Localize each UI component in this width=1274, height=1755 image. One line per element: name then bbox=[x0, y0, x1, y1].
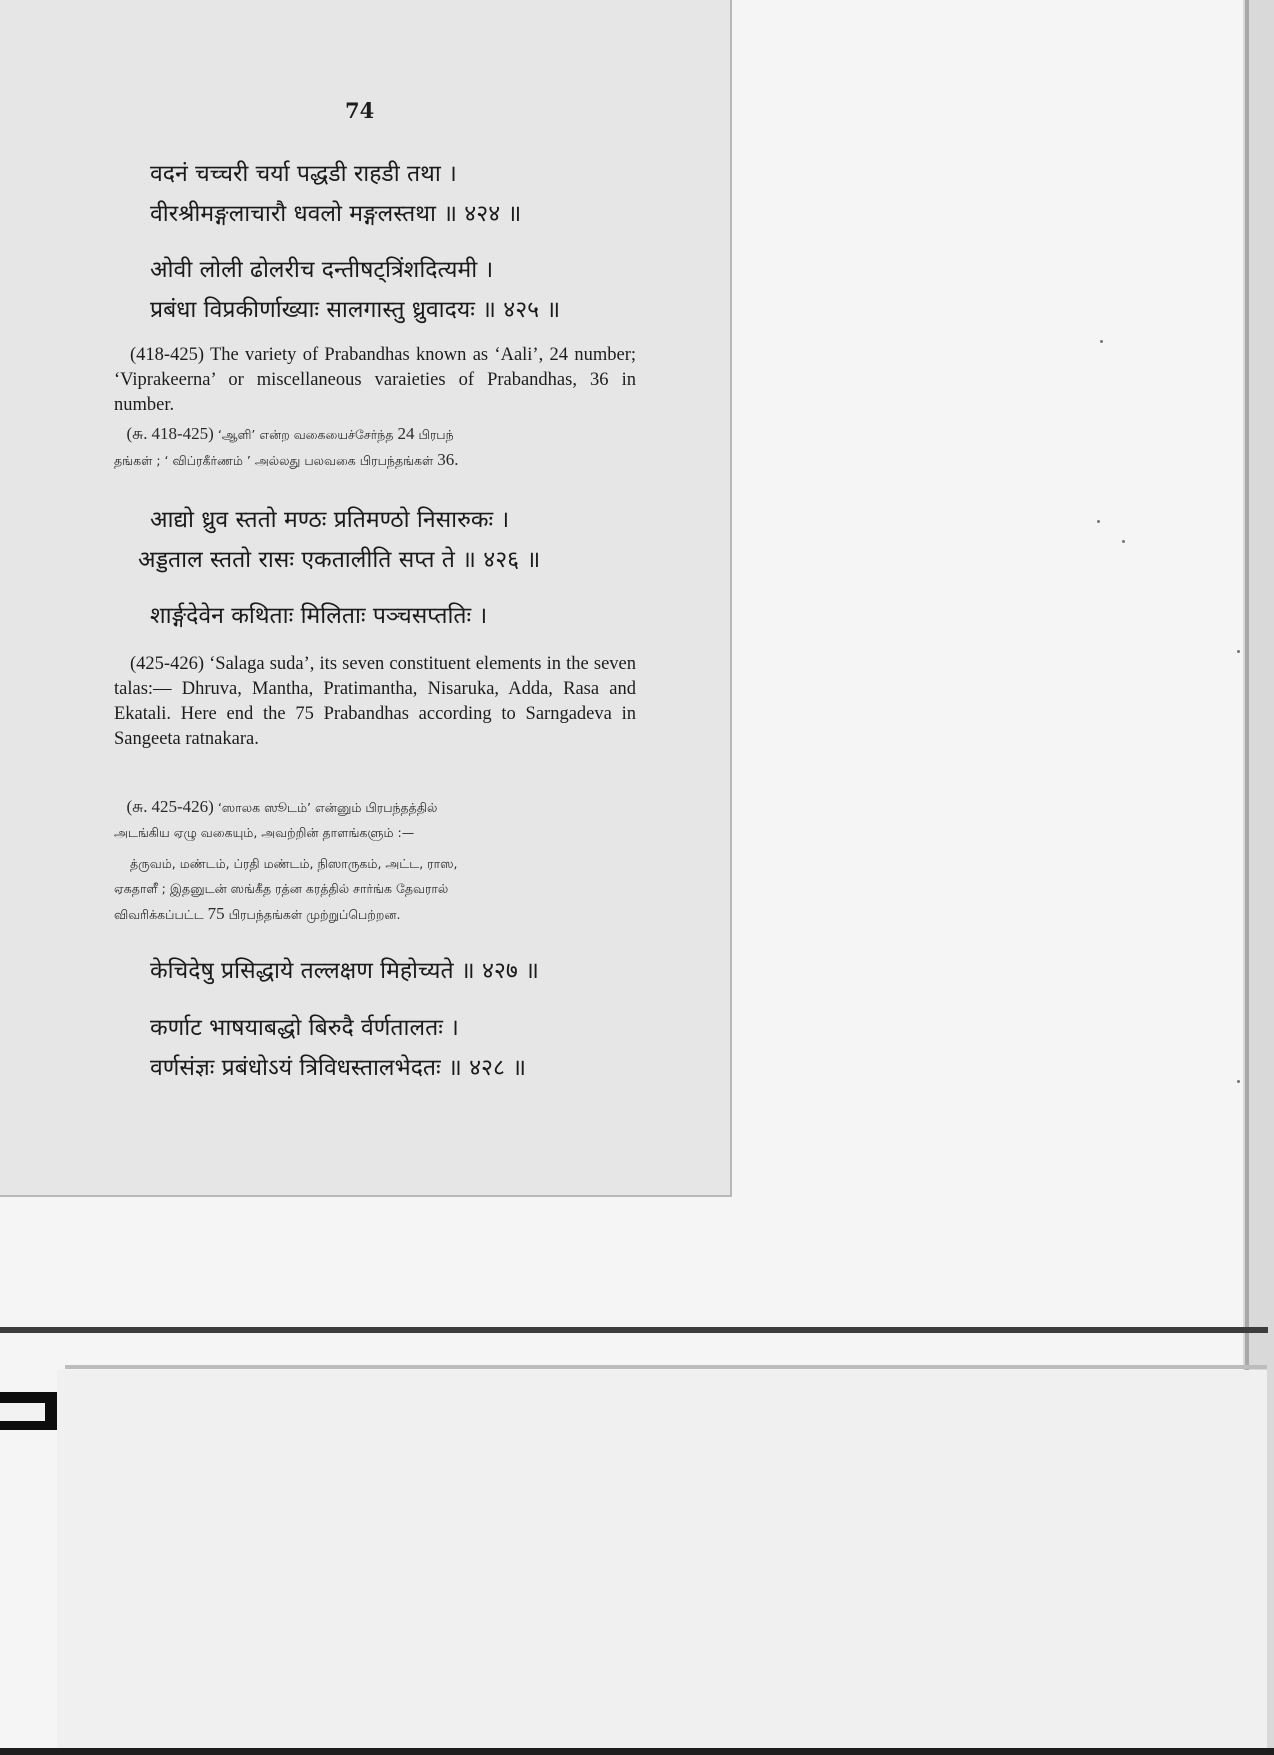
verse-425-line-2: प्रबंधा विप्रकीर्णाख्याः सालगास्तु ध्रुवादयः ॥ ४२५ ॥ bbox=[150, 297, 561, 323]
tamil-425-426-line-5: விவரிக்கப்பட்ட 75 பிரபந்தங்கள் முற்றுப்பெற்றன. bbox=[114, 904, 401, 923]
tamil-translation-418-425 bbox=[114, 421, 639, 473]
tamil-translation-425-426 bbox=[114, 794, 639, 927]
english-translation-418-425: (418-425) The variety of Prabandhas known as ‘Aali’, 24 number; ‘Viprakeerna’ or miscellaneous varaieties of Prabandhas, 36 in number. bbox=[114, 345, 636, 415]
tamil-425-426-line-2: அடங்கிய ஏழு வகையும், அவற்றின் தாளங்களும் :— bbox=[114, 825, 415, 840]
verse-424-line-2: वीरश्रीमङ्गलाचारौ धवलो मङ्गलस्तथा ॥ ४२४ ॥ bbox=[150, 201, 522, 227]
scan-speck bbox=[1237, 1080, 1240, 1083]
tamil-418-425-line-1: (சு. 418-425) ‘ஆளி’ என்ற வகையைச்சேர்ந்த 24 பிரபந் bbox=[126, 424, 454, 443]
english-translation-425-426: (425-426) ‘Salaga suda’, its seven constituent elements in the seven talas:— Dhruva, Mantha, Pratimantha, Nisaruka, Adda, Rasa and Ekatali. Here end the 75 Prabandhas according to Sarngadeva in Sangeeta ratnakara. bbox=[114, 654, 636, 749]
tamil-418-425-line-2: தங்கள் ; ‘ விப்ரகீர்ணம் ’ அல்லது பலவகை பிரபந்தங்கள் 36. bbox=[114, 450, 459, 469]
verse-426-line-1: आद्यो ध्रुव स्ततो मण्ठः प्रतिमण्ठो निसारुकः । bbox=[150, 507, 510, 533]
verse-sarngadeva: शार्ङ्गदेवेन कथिताः मिलिताः पञ्चसप्ततिः । bbox=[150, 603, 488, 629]
tamil-425-426-line-3: த்ருவம், மண்டம், ப்ரதி மண்டம், நிஸாருகம், அட்ட, ராஸ, bbox=[130, 856, 458, 871]
verse-428-line-2: वर्णसंज्ञः प्रबंधोऽयं त्रिविधस्तालभेदतः ॥ ४२८ ॥ bbox=[150, 1055, 527, 1081]
scan-grey-rule bbox=[65, 1365, 1267, 1369]
scan-speck bbox=[1100, 340, 1103, 343]
scan-speck bbox=[1097, 520, 1100, 523]
verse-428-line-1: कर्णाट भाषयाबद्धो बिरुदै र्वर्णतालतः । bbox=[150, 1015, 459, 1041]
book-page bbox=[0, 0, 732, 1197]
scan-speck bbox=[1122, 540, 1125, 543]
scan-horizontal-rule bbox=[0, 1327, 1268, 1333]
tamil-425-426-line-1: (சு. 425-426) ‘ஸாலக ஸூடம்’ என்னும் பிரபந்தத்தில் bbox=[126, 797, 438, 816]
scan-bottom-edge bbox=[0, 1748, 1274, 1755]
tamil-425-426-line-4: ஏகதாளீ ; இதனுடன் ஸங்கீத ரத்ன கரத்தில் சார்ங்க தேவரால் bbox=[114, 881, 449, 896]
page-number: 74 bbox=[345, 98, 375, 123]
scan-lower-panel bbox=[57, 1370, 1267, 1755]
verse-427: केचिदेषु प्रसिद्धाये तल्लक्षण मिहोच्यते ॥ ४२७ ॥ bbox=[150, 958, 539, 984]
verse-426-line-2: अड्डताल स्ततो रासः एकतालीति सप्त ते ॥ ४२६ ॥ bbox=[138, 547, 541, 573]
scan-black-marker-gap bbox=[0, 1403, 45, 1421]
scan-speck bbox=[1237, 650, 1240, 653]
verse-425-line-1: ओवी लोली ढोलरीच दन्तीषट्त्रिंशदित्यमी । bbox=[150, 257, 494, 283]
verse-424-line-1: वदनं चच्चरी चर्या पद्धडी राहडी तथा । bbox=[150, 161, 457, 187]
